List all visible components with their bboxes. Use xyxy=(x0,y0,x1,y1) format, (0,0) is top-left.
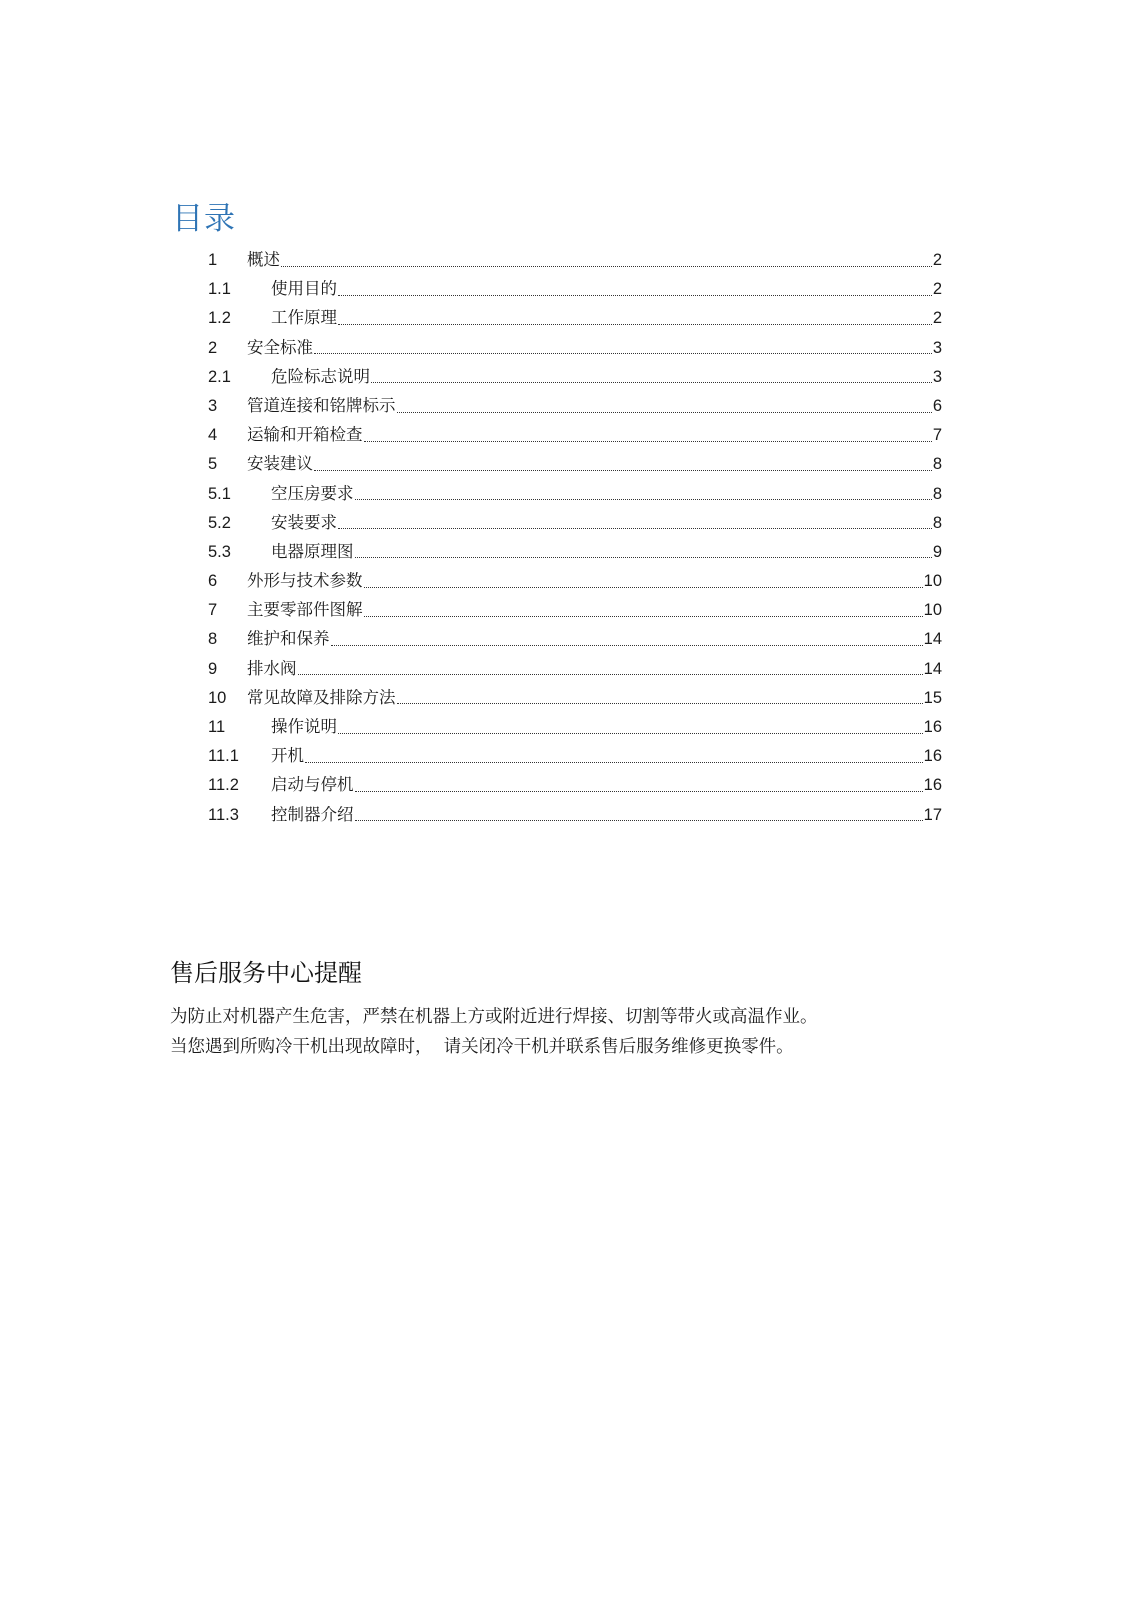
toc-entry-label: 安全标准 xyxy=(247,337,313,357)
toc-entry[interactable] xyxy=(208,537,942,566)
toc-dot-leader xyxy=(364,615,923,617)
toc-entry[interactable] xyxy=(208,508,942,537)
toc-dot-leader xyxy=(338,294,932,296)
toc-dot-leader xyxy=(355,819,923,821)
table-of-contents xyxy=(208,245,942,829)
toc-dot-leader xyxy=(355,790,923,792)
toc-entry-page: 3 xyxy=(932,367,942,386)
toc-entry-number: 11.2 xyxy=(208,776,239,795)
toc-entry-label: 常见故障及排除方法 xyxy=(247,687,396,707)
toc-dot-leader xyxy=(281,265,932,267)
toc-entry-label: 外形与技术参数 xyxy=(247,571,363,591)
toc-entry-number: 5.1 xyxy=(208,484,231,503)
toc-entry-page: 10 xyxy=(923,601,942,620)
toc-entry-page: 7 xyxy=(932,426,942,445)
notice-title: 售后服务中心提醒 xyxy=(170,959,362,987)
toc-dot-leader xyxy=(364,440,932,442)
toc-entry-page: 8 xyxy=(932,513,942,532)
toc-entry[interactable] xyxy=(208,624,942,653)
toc-entry-page: 2 xyxy=(932,309,942,328)
toc-entry[interactable] xyxy=(208,595,942,624)
toc-entry-label: 使用目的 xyxy=(271,279,337,299)
toc-entry-number: 8 xyxy=(208,630,218,649)
toc-entry-page: 9 xyxy=(932,542,942,561)
toc-entry-number: 1 xyxy=(208,251,218,269)
toc-entry-number: 2 xyxy=(208,338,218,357)
toc-dot-leader xyxy=(305,761,923,763)
toc-dot-leader xyxy=(364,586,923,588)
toc-entry-number: 5 xyxy=(208,455,218,474)
toc-entry-page: 3 xyxy=(932,338,942,357)
toc-entry-page: 16 xyxy=(923,718,942,736)
toc-entry[interactable] xyxy=(208,800,942,829)
toc-entry-number: 2.1 xyxy=(208,367,231,386)
toc-entry-label: 操作说明 xyxy=(271,717,337,736)
toc-entry-label: 管道连接和铭牌标示 xyxy=(247,395,396,415)
toc-entry-number: 1.1 xyxy=(208,280,231,299)
toc-entry-page: 8 xyxy=(932,455,942,474)
toc-entry-page: 8 xyxy=(932,484,942,503)
toc-dot-leader xyxy=(298,673,923,675)
toc-dot-leader xyxy=(331,644,923,646)
toc-entry-page: 16 xyxy=(923,776,942,795)
toc-entry-label: 工作原理 xyxy=(271,308,337,328)
toc-entry-label: 危险标志说明 xyxy=(271,366,370,386)
toc-entry[interactable] xyxy=(208,274,942,303)
toc-entry-label: 空压房要求 xyxy=(271,483,354,503)
toc-entry-number: 7 xyxy=(208,601,218,620)
toc-entry[interactable] xyxy=(208,712,942,741)
toc-entry[interactable] xyxy=(208,303,942,332)
toc-entry-number: 4 xyxy=(208,426,218,445)
toc-entry-label: 运输和开箱检查 xyxy=(247,425,363,445)
toc-entry-label: 排水阀 xyxy=(247,658,297,678)
toc-entry-page: 10 xyxy=(923,572,942,591)
toc-entry-label: 安装建议 xyxy=(247,454,313,474)
toc-entry[interactable] xyxy=(208,683,942,712)
toc-entry-number: 11 xyxy=(208,718,226,736)
toc-entry[interactable] xyxy=(208,566,942,595)
toc-entry-number: 5.2 xyxy=(208,513,231,532)
toc-entry[interactable] xyxy=(208,741,942,770)
toc-dot-leader xyxy=(371,381,932,383)
toc-entry-label: 主要零部件图解 xyxy=(247,600,363,620)
toc-entry[interactable] xyxy=(208,449,942,478)
toc-dot-leader xyxy=(355,498,932,500)
toc-dot-leader xyxy=(314,352,932,354)
toc-dot-leader xyxy=(314,469,932,471)
toc-entry[interactable] xyxy=(208,479,942,508)
toc-entry-number: 5.3 xyxy=(208,542,231,561)
toc-entry-label: 开机 xyxy=(271,746,304,766)
toc-entry-page: 6 xyxy=(932,396,942,415)
toc-entry-number: 6 xyxy=(208,572,218,591)
toc-entry-label: 维护和保养 xyxy=(247,629,330,649)
toc-entry[interactable] xyxy=(208,654,942,683)
toc-entry[interactable] xyxy=(208,245,942,274)
toc-entry-label: 控制器介绍 xyxy=(271,804,354,824)
toc-dot-leader xyxy=(355,556,932,558)
toc-entry-label: 概述 xyxy=(247,250,280,269)
toc-entry[interactable] xyxy=(208,333,942,362)
toc-entry-page: 14 xyxy=(923,659,942,678)
toc-entry-number: 11.3 xyxy=(208,805,239,824)
toc-dot-leader xyxy=(338,732,923,734)
toc-entry-page: 17 xyxy=(923,805,942,824)
toc-title: 目录 xyxy=(172,201,236,237)
toc-entry-page: 16 xyxy=(923,747,942,766)
toc-dot-leader xyxy=(338,323,932,325)
toc-entry-page: 15 xyxy=(923,688,942,707)
toc-entry-page: 14 xyxy=(923,630,942,649)
toc-entry[interactable] xyxy=(208,420,942,449)
toc-entry[interactable] xyxy=(208,391,942,420)
notice-paragraph-line: 当您遇到所购冷干机出现故障时， 请关闭冷干机并联系售后服务维修更换零件。 xyxy=(170,1037,794,1057)
toc-entry-number: 9 xyxy=(208,659,218,678)
toc-entry-label: 安装要求 xyxy=(271,512,337,532)
toc-entry-number: 3 xyxy=(208,396,218,415)
toc-entry[interactable] xyxy=(208,362,942,391)
toc-entry-number: 11.1 xyxy=(208,747,239,766)
toc-dot-leader xyxy=(397,702,923,704)
toc-entry-page: 2 xyxy=(932,280,942,299)
toc-dot-leader xyxy=(338,527,932,529)
notice-paragraph-line: 为防止对机器产生危害，严禁在机器上方或附近进行焊接、切割等带火或高温作业。 xyxy=(170,1007,818,1027)
toc-entry-label: 电器原理图 xyxy=(271,541,354,561)
toc-entry-label: 启动与停机 xyxy=(271,775,354,795)
toc-entry-number: 1.2 xyxy=(208,309,231,328)
toc-entry[interactable] xyxy=(208,770,942,799)
toc-entry-page: 2 xyxy=(932,251,942,269)
toc-entry-number: 10 xyxy=(208,688,227,707)
toc-dot-leader xyxy=(397,411,932,413)
